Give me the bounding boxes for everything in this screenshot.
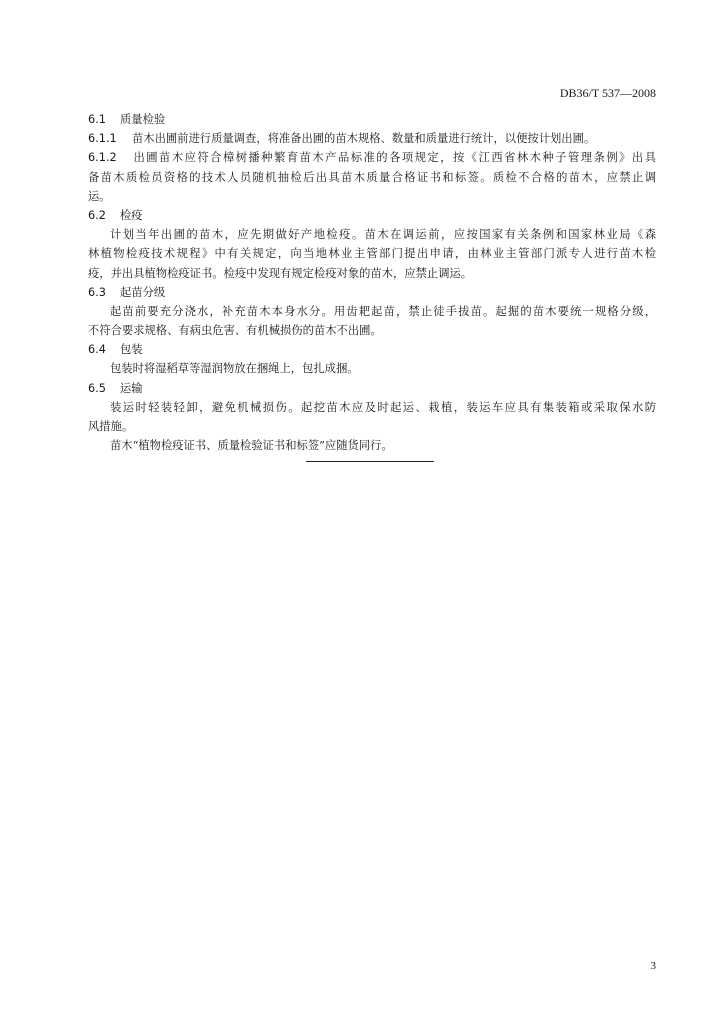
section-heading-6-5 (88, 379, 656, 398)
standard-code: DB36/T 537—2008 (559, 86, 656, 100)
section-title: 起苗分级 (120, 285, 166, 299)
end-of-text-rule (306, 461, 434, 462)
section-number: 6.5 (88, 381, 106, 395)
clause-number: 6.1.2 (88, 151, 117, 165)
clause-text: 苗木出圃前进行质量调查，将准备出圃的苗木规格、数量和质量进行统计，以便按计划出圃。 (132, 132, 596, 146)
paragraph-line: 不符合要求规格、有病虫危害、有机械损伤的苗木不出圃。 (88, 324, 382, 338)
document-body (88, 110, 656, 462)
paragraph-line: 装运时轻装轻卸，避免机械损伤。起挖苗木应及时起运、栽植，装运车应具有集装箱或采取保水防 (110, 400, 656, 414)
section-number: 6.4 (88, 343, 106, 357)
clause-text: 出圃苗木应符合樟树播种繁育苗木产品标准的各项规定，按《江西省林木种子管理条例》出具 (132, 151, 656, 165)
page-number: 3 (650, 960, 656, 972)
section-heading-6-3 (88, 283, 656, 302)
paragraph-line: 林植物检疫技术规程》中有关规定，向当地林业主管部门提出申请，由林业主管部门派专人进行苗木检 (88, 247, 656, 261)
clause-6-1-1 (88, 129, 656, 148)
section-title: 质量检验 (120, 113, 166, 126)
paragraph-line: 包装时将湿稻草等湿润物放在捆绳上，包扎成捆。 (110, 362, 359, 376)
paragraph-line: 计划当年出圃的苗木，应先期做好产地检疫。苗木在调运前，应按国家有关条例和国家林业局《森 (110, 228, 656, 242)
paragraph-line: 苗木“植物检疫证书、质量检验证书和标签”应随货同行。 (110, 439, 393, 453)
paragraph-line: 风措施。 (88, 420, 134, 433)
section-number: 6.3 (88, 285, 106, 299)
section-number: 6.2 (88, 208, 106, 222)
paragraph-line: 疫，并出具植物检疫证书。检疫中发现有规定检疫对象的苗木，应禁止调运。 (88, 266, 473, 280)
clause-6-1-2 (88, 148, 656, 167)
clause-text-line: 备苗木质检员资格的技术人员随机抽检后出具苗木质量合格证书和标签。质检不合格的苗木，应禁止调 (88, 170, 656, 184)
section-heading-6-1 (88, 110, 656, 129)
section-heading-6-4 (88, 340, 656, 359)
paragraph-line: 起苗前要充分浇水，补充苗木本身水分。用齿耙起苗，禁止徒手拔苗。起掘的苗木要统一规格分级， (110, 304, 656, 318)
clause-number: 6.1.1 (88, 132, 117, 146)
section-number: 6.1 (88, 113, 106, 126)
section-title: 运输 (120, 381, 143, 395)
clause-text-line: 运。 (88, 189, 111, 203)
section-heading-6-2 (88, 206, 656, 225)
section-title: 检疫 (120, 208, 143, 222)
section-title: 包装 (120, 343, 143, 357)
